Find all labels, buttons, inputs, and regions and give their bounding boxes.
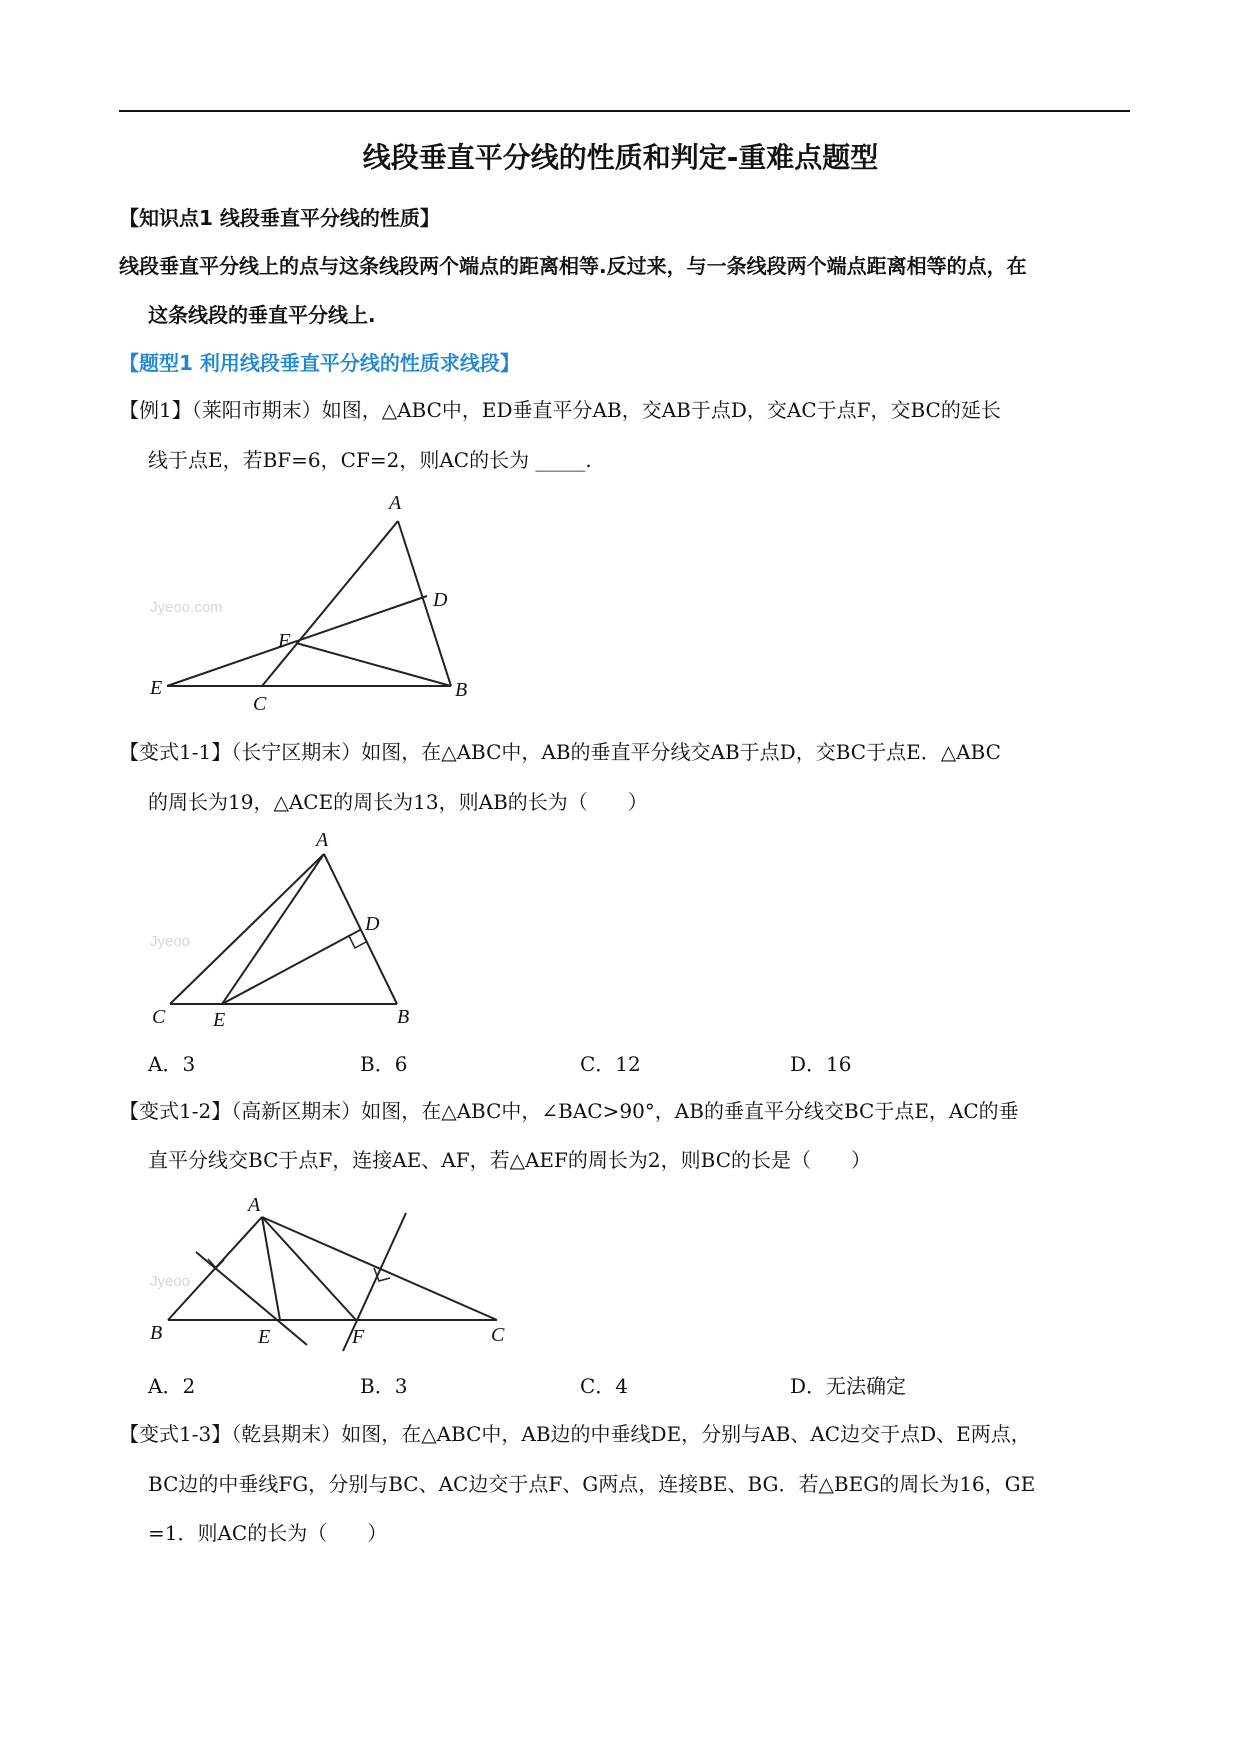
variant1-2-option-c: C．4 bbox=[580, 1374, 629, 1398]
segment-AC bbox=[262, 1217, 497, 1320]
label-F: F bbox=[278, 630, 291, 652]
variant1-3-line1: 【变式1-3】（乾县期末）如图，在△ABC中，AB边的中垂线DE，分别与AB、AC边交于点D、E两点， bbox=[119, 1422, 1031, 1446]
figure3-watermark: Jyeoo bbox=[150, 1273, 191, 1290]
label-C: C bbox=[491, 1324, 505, 1346]
page-title: 线段垂直平分线的性质和判定-重难点题型 bbox=[362, 141, 879, 174]
label-B: B bbox=[150, 1322, 163, 1344]
variant1-1-option-c: C．12 bbox=[580, 1052, 641, 1076]
label-C: C bbox=[152, 1006, 166, 1028]
label-F: F bbox=[352, 1326, 365, 1348]
example1-line2: 线于点E，若BF=6，CF=2，则AC的长为 _____. bbox=[148, 448, 592, 472]
variant1-3-line3: =1．则AC的长为（ ） bbox=[148, 1521, 388, 1545]
label-B: B bbox=[455, 679, 468, 701]
label-B: B bbox=[397, 1006, 410, 1028]
figure2-watermark: Jyeoo bbox=[150, 933, 191, 950]
label-E: E bbox=[213, 1009, 226, 1031]
knowledge-text-line1: 线段垂直平分线上的点与这条线段两个端点的距离相等.反过来，与一条线段两个端点距离相等的点，在 bbox=[119, 254, 1027, 278]
label-D: D bbox=[365, 913, 380, 935]
variant1-2-line1: 【变式1-2】（高新区期末）如图，在△ABC中，∠BAC>90°，AB的垂直平分线交BC于点E，AC的垂 bbox=[119, 1099, 1019, 1123]
label-E: E bbox=[258, 1326, 271, 1348]
variant1-1-option-d: D．16 bbox=[790, 1052, 852, 1076]
label-E: E bbox=[150, 677, 163, 699]
segment-AF bbox=[262, 1217, 356, 1320]
label-A: A bbox=[248, 1194, 261, 1216]
label-C: C bbox=[253, 693, 267, 715]
variant1-2-option-d: D．无法确定 bbox=[790, 1374, 907, 1398]
label-D: D bbox=[433, 589, 448, 611]
variant1-1-option-b: B．6 bbox=[360, 1052, 408, 1076]
perp-bisector-AB bbox=[196, 1252, 307, 1345]
example1-line1: 【例1】（莱阳市期末）如图，△ABC中，ED垂直平分AB，交AB于点D，交AC于点F，交BC的延长 bbox=[119, 398, 1001, 422]
figure1-watermark: Jyeoo.com bbox=[150, 599, 223, 616]
variant1-3-line2: BC边的中垂线FG，分别与BC、AC边交于点F、G两点，连接BE、BG．若△BEG的周长为16，GE bbox=[148, 1472, 1036, 1496]
label-A: A bbox=[389, 492, 402, 514]
type1-heading: 【题型1 利用线段垂直平分线的性质求线段】 bbox=[119, 351, 520, 375]
knowledge-text-line2: 这条线段的垂直平分线上. bbox=[148, 303, 376, 327]
variant1-1-line1: 【变式1-1】（长宁区期末）如图，在△ABC中，AB的垂直平分线交AB于点D，交BC于点E．△ABC bbox=[119, 740, 1001, 764]
label-A: A bbox=[316, 829, 329, 851]
knowledge-heading: 【知识点1 线段垂直平分线的性质】 bbox=[119, 206, 440, 230]
variant1-2-line2: 直平分线交BC于点F，连接AE、AF，若△AEF的周长为2，则BC的长是（ ） bbox=[148, 1148, 872, 1172]
variant1-1-option-a: A．3 bbox=[148, 1052, 196, 1076]
variant1-2-option-b: B．3 bbox=[360, 1374, 408, 1398]
variant1-2-option-a: A．2 bbox=[148, 1374, 196, 1398]
variant1-1-line2: 的周长为19，△ACE的周长为13，则AB的长为（ ） bbox=[148, 790, 648, 814]
